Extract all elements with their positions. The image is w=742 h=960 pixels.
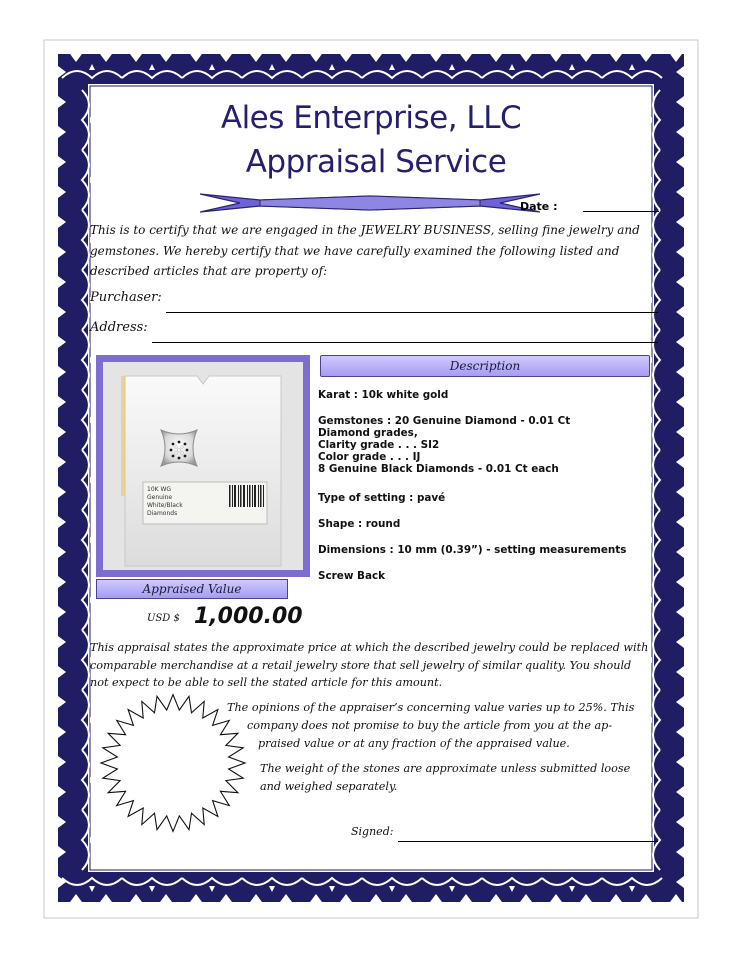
spec-gemstones	[318, 415, 570, 475]
address-field[interactable]	[152, 342, 658, 343]
spec-back: Screw Back	[318, 570, 386, 582]
spec-line: Diamond grades,	[318, 427, 418, 439]
company-title: Ales Enterprise, LLC	[220, 100, 522, 136]
date-label: Date :	[520, 200, 558, 213]
service-title: Appraisal Service	[245, 144, 507, 180]
purchaser-label: Purchaser:	[90, 290, 162, 305]
spec-line: Color grade . . . IJ	[318, 451, 421, 463]
spec-line: Clarity grade . . . SI2	[318, 439, 440, 451]
opinions-line-3: praised value or at any fraction of the appraised value.	[258, 737, 570, 750]
opinions-line-2: company does not promise to buy the article from you at the ap-	[247, 719, 613, 732]
spec-line: 8 Genuine Black Diamonds - 0.01 Ct each	[318, 463, 559, 475]
tag-line: 10K WG	[147, 486, 172, 493]
spec-line: Gemstones : 20 Genuine Diamond - 0.01 Ct	[318, 415, 571, 427]
purchaser-field[interactable]	[166, 312, 658, 313]
spec-shape: Shape : round	[318, 518, 401, 530]
product-tag-text	[147, 486, 183, 518]
signature-field[interactable]	[398, 841, 658, 842]
description-header: Description	[320, 355, 650, 377]
spec-dimensions: Dimensions : 10 mm (0.39”) - setting measurements	[318, 544, 627, 556]
appraised-value-header: Appraised Value	[96, 579, 288, 599]
currency-label: USD $	[147, 613, 180, 624]
tag-line: Genuine	[147, 494, 173, 501]
spec-karat: Karat : 10k white gold	[318, 389, 449, 401]
appraised-amount: 1,000.00	[194, 604, 303, 629]
intro-paragraph: This is to certify that we are engaged in the JEWELRY BUSINESS, selling fine jewelry and gemstones. We hereby certify that we have carefully examined the following listed and described articles that are property of:	[90, 223, 640, 278]
date-field[interactable]	[583, 211, 659, 212]
signature-label: Signed:	[351, 825, 394, 838]
product-photo-frame	[96, 355, 310, 577]
opinions-line-1: The opinions of the appraiser’s concerning value varies up to 25%. This	[227, 701, 635, 714]
weight-line-2: and weighed separately.	[260, 780, 398, 793]
replacement-disclaimer: This appraisal states the approximate price at which the described jewelry could be replaced with comparable merchandise at a retail jewelry store that sell jewelry of similar quality. You should not expect to be able to sell the stated article for this amount.	[90, 641, 649, 689]
weight-line-1: The weight of the stones are approximate unless submitted loose	[260, 762, 631, 775]
product-photo	[103, 362, 303, 570]
tag-line: Diamonds	[147, 510, 178, 517]
tag-line: White/Black	[147, 502, 183, 509]
address-label: Address:	[90, 320, 148, 335]
title-ribbon	[200, 188, 540, 218]
spec-setting: Type of setting : pavé	[318, 492, 446, 504]
